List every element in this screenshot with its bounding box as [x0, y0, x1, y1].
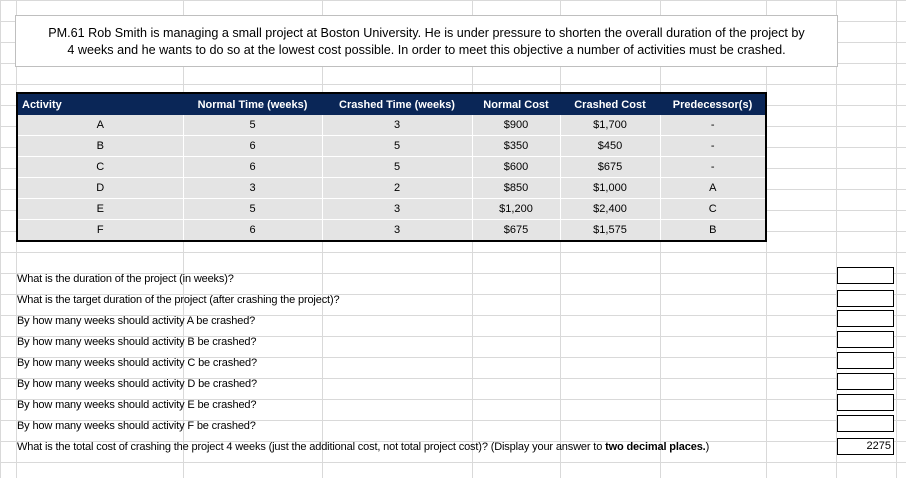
cell-crashed-cost[interactable]: $2,400 [560, 199, 660, 220]
answer-input-duration[interactable] [837, 267, 894, 284]
cell-predecessor[interactable]: B [660, 220, 766, 242]
cell-normal-cost[interactable]: $350 [472, 136, 560, 157]
header-normal-cost: Normal Cost [472, 93, 560, 115]
question-total-cost [17, 437, 709, 458]
table-row [17, 178, 766, 199]
table-row [17, 136, 766, 157]
cell-normal-cost[interactable]: $600 [472, 157, 560, 178]
answer-input-crash-f[interactable] [837, 415, 894, 432]
cell-crashed-time[interactable]: 2 [322, 178, 472, 199]
cell-crashed-time[interactable]: 3 [322, 115, 472, 136]
cell-normal-time[interactable]: 6 [183, 136, 322, 157]
answer-input-crash-e[interactable] [837, 394, 894, 411]
cell-normal-time[interactable]: 5 [183, 199, 322, 220]
cell-normal-cost[interactable]: $1,200 [472, 199, 560, 220]
cell-normal-time[interactable]: 6 [183, 157, 322, 178]
cell-crashed-time[interactable]: 3 [322, 199, 472, 220]
question-crash-a: By how many weeks should activity A be crashed? [17, 315, 256, 327]
question-total-cost-prefix: What is the total cost of crashing the project 4 weeks (just the additional cost, not total project cost)? (Display your answer to [17, 441, 606, 453]
header-predecessors: Predecessor(s) [660, 93, 766, 115]
question-crash-f: By how many weeks should activity F be crashed? [17, 420, 256, 432]
question-total-cost-bold: two decimal places. [605, 441, 706, 453]
problem-line-2: 4 weeks and he wants to do so at the lowest cost possible. In order to meet this objective a number of activities must be crashed. [67, 43, 786, 57]
cell-crashed-cost[interactable]: $1,000 [560, 178, 660, 199]
header-activity: Activity [17, 93, 183, 115]
cell-normal-cost[interactable]: $850 [472, 178, 560, 199]
cell-crashed-cost[interactable]: $1,575 [560, 220, 660, 242]
header-crashed-cost: Crashed Cost [560, 93, 660, 115]
table-row [17, 220, 766, 242]
cell-crashed-time[interactable]: 5 [322, 157, 472, 178]
question-crash-e: By how many weeks should activity E be crashed? [17, 399, 257, 411]
header-normal-time: Normal Time (weeks) [183, 93, 322, 115]
cell-crashed-time[interactable]: 3 [322, 220, 472, 242]
cell-predecessor[interactable]: C [660, 199, 766, 220]
cell-crashed-cost[interactable]: $675 [560, 157, 660, 178]
activity-table [16, 92, 767, 242]
cell-normal-time[interactable]: 3 [183, 178, 322, 199]
cell-predecessor[interactable]: - [660, 136, 766, 157]
table-row [17, 115, 766, 136]
grid-line [896, 0, 897, 478]
question-list [17, 269, 709, 458]
table-row [17, 199, 766, 220]
problem-text [16, 25, 837, 59]
cell-activity[interactable]: C [17, 157, 183, 178]
question-crash-b: By how many weeks should activity B be crashed? [17, 336, 257, 348]
answer-input-crash-b[interactable] [837, 331, 894, 348]
question-duration: What is the duration of the project (in weeks)? [17, 273, 234, 285]
answer-input-total-cost[interactable]: 2275 [837, 438, 894, 455]
cell-activity[interactable]: B [17, 136, 183, 157]
question-total-cost-suffix: ) [705, 441, 710, 453]
question-crash-d: By how many weeks should activity D be crashed? [17, 378, 257, 390]
cell-activity[interactable]: E [17, 199, 183, 220]
cell-normal-cost[interactable]: $900 [472, 115, 560, 136]
cell-activity[interactable]: A [17, 115, 183, 136]
answer-input-crash-c[interactable] [837, 352, 894, 369]
cell-normal-time[interactable]: 5 [183, 115, 322, 136]
cell-normal-time[interactable]: 6 [183, 220, 322, 242]
header-crashed-time: Crashed Time (weeks) [322, 93, 472, 115]
cell-crashed-cost[interactable]: $1,700 [560, 115, 660, 136]
cell-normal-cost[interactable]: $675 [472, 220, 560, 242]
table-row [17, 157, 766, 178]
cell-predecessor[interactable]: - [660, 157, 766, 178]
answer-input-crash-a[interactable] [837, 310, 894, 327]
cell-crashed-time[interactable]: 5 [322, 136, 472, 157]
problem-statement [15, 15, 838, 67]
cell-predecessor[interactable]: A [660, 178, 766, 199]
question-crash-c: By how many weeks should activity C be crashed? [17, 357, 257, 369]
cell-activity[interactable]: F [17, 220, 183, 242]
answer-input-crash-d[interactable] [837, 373, 894, 390]
cell-activity[interactable]: D [17, 178, 183, 199]
table-header-row [17, 93, 766, 115]
answer-input-target-duration[interactable] [837, 290, 894, 307]
cell-crashed-cost[interactable]: $450 [560, 136, 660, 157]
cell-predecessor[interactable]: - [660, 115, 766, 136]
problem-line-1: PM.61 Rob Smith is managing a small project at Boston University. He is under pressure to shorten the overall duration of the project by [48, 26, 805, 40]
question-target-duration: What is the target duration of the project (after crashing the project)? [17, 294, 340, 306]
